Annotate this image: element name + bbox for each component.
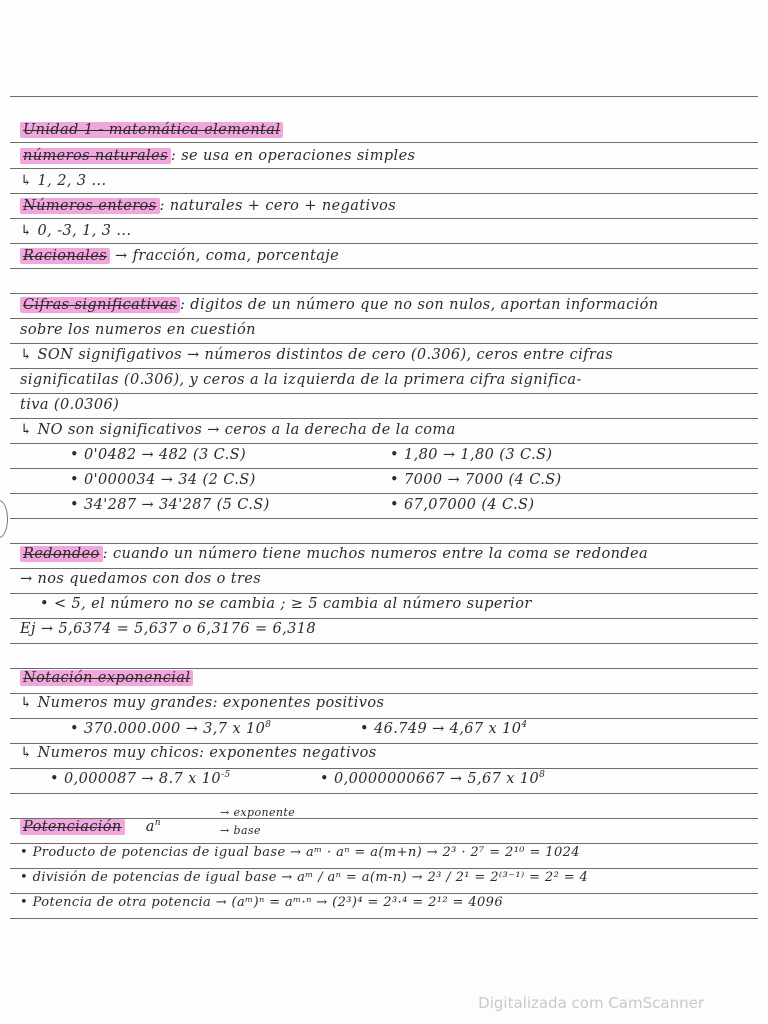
cifras-def: : digitos de un número que no son nulos, aportan información [179, 297, 659, 313]
cifras-example-row-3 [70, 497, 738, 513]
redondeo-term: Redondeo [20, 546, 103, 562]
cifras-si-2: significatilas (0.306), y ceros a la izquierda de la primera cifra significa- [20, 372, 582, 388]
enteros-def: : naturales + cero + negativos [159, 198, 397, 214]
notacion-big: ↳ Numeros muy grandes: exponentes positivos [20, 695, 385, 711]
ruled-line [10, 893, 758, 894]
ruled-line [10, 368, 758, 369]
ruled-line [10, 193, 758, 194]
notacion-term: Notación exponencial [20, 670, 193, 686]
notacion-line [20, 670, 738, 686]
unit-title-line [20, 122, 738, 138]
cifras-example-right: • 67,07000 (4 C.S) [390, 497, 535, 513]
potencia-rule-3: • Potencia de otra potencia → (aᵐ)ⁿ = aᵐ·ⁿ → (2³)⁴ = 2³·⁴ = 2¹² = 4096 [20, 895, 504, 910]
potencia-term: Potenciación [20, 819, 125, 835]
notacion-small-left: • 0,000087 → 8.7 x $10^{-5}$ [50, 770, 231, 787]
naturales-def: : se usa en operaciones simples [170, 148, 416, 164]
potencia-notation: $a^n$ [145, 818, 161, 835]
notacion-big-examples [70, 720, 738, 737]
cifras-example-left: • 34'287 → 34'287 (5 C.S) [70, 497, 270, 513]
ruled-line [10, 643, 758, 644]
punch-hole [0, 500, 8, 538]
camscanner-watermark: Digitalizada com CamScanner [478, 994, 704, 1012]
ruled-line [10, 918, 758, 919]
notacion-big-left: • 370.000.000 → 3,7 x $10^8$ [70, 720, 272, 737]
cifras-si-3: tiva (0.0306) [20, 397, 120, 413]
potencia-label-base: → base [220, 824, 261, 837]
ruled-line [10, 443, 758, 444]
cifras-example-row-2 [70, 472, 738, 488]
racionales-line [20, 248, 738, 264]
ruled-line [10, 668, 758, 669]
potencia-rule-2: • división de potencias de igual base → aᵐ / aⁿ = a(m-n) → 2³ / 2¹ = 2⁽³⁻¹⁾ = 2² = 4 [20, 870, 589, 885]
redondeo-example: Ej → 5,6374 = 5,637 o 6,3176 = 6,318 [20, 621, 317, 637]
racionales-def: → fracción, coma, porcentaje [115, 248, 340, 264]
ruled-line [10, 243, 758, 244]
ruled-line [10, 318, 758, 319]
ruled-line [10, 218, 758, 219]
notacion-small: ↳ Numeros muy chicos: exponentes negativos [20, 745, 377, 761]
ruled-line [10, 268, 758, 269]
naturales-example: ↳ 1, 2, 3 ... [20, 173, 107, 189]
unit-title: Unidad 1 - matemática elemental [20, 122, 283, 138]
notacion-small-right: • 0,0000000667 → 5,67 x $10^8$ [320, 770, 546, 787]
ruled-line [10, 743, 758, 744]
ruled-line [10, 142, 758, 143]
enteros-example: ↳ 0, -3, 1, 3 ... [20, 223, 132, 239]
ruled-line [10, 168, 758, 169]
ruled-line [10, 868, 758, 869]
ruled-line [10, 518, 758, 519]
enteros-line [20, 198, 738, 214]
ruled-line [10, 96, 758, 97]
potencia-label-exponente: → exponente [220, 806, 296, 819]
ruled-line [10, 418, 758, 419]
cifras-example-right: • 1,80 → 1,80 (3 C.S) [390, 447, 553, 463]
cifras-example-right: • 7000 → 7000 (4 C.S) [390, 472, 562, 488]
ruled-line [10, 568, 758, 569]
ruled-line [10, 493, 758, 494]
ruled-line [10, 793, 758, 794]
notacion-small-examples [50, 770, 738, 787]
ruled-line [10, 843, 758, 844]
potencia-rule-1: • Producto de potencias de igual base → aᵐ · aⁿ = a(m+n) → 2³ · 2⁷ = 2¹⁰ = 1024 [20, 845, 580, 860]
cifras-def-cont: sobre los numeros en cuestión [20, 322, 256, 338]
naturales-term: números naturales [20, 148, 171, 164]
ruled-line [10, 543, 758, 544]
ruled-line [10, 718, 758, 719]
notacion-big-right: • 46.749 → 4,67 x $10^4$ [360, 720, 528, 737]
redondeo-def-cont: → nos quedamos con dos o tres [20, 571, 262, 587]
cifras-line [20, 297, 738, 313]
redondeo-def: : cuando un número tiene muchos numeros entre la coma se redondea [102, 546, 649, 562]
ruled-line [10, 768, 758, 769]
cifras-example-left: • 0'000034 → 34 (2 C.S) [70, 472, 256, 488]
cifras-si-1: ↳ SON signifigativos → números distintos de cero (0.306), ceros entre cifras [20, 347, 614, 363]
racionales-term: Racionales [20, 248, 110, 264]
ruled-line [10, 593, 758, 594]
cifras-term: Cifras significativas [20, 297, 180, 313]
cifras-example-left: • 0'0482 → 482 (3 C.S) [70, 447, 246, 463]
potencia-line [20, 806, 738, 837]
cifras-no: ↳ NO son significativos → ceros a la derecha de la coma [20, 422, 456, 438]
cifras-example-row-1 [70, 447, 738, 463]
redondeo-rule: • < 5, el número no se cambia ; ≥ 5 cambia al número superior [40, 596, 532, 612]
ruled-line [10, 693, 758, 694]
naturales-line [20, 148, 738, 164]
ruled-line [10, 468, 758, 469]
redondeo-line [20, 546, 738, 562]
ruled-line [10, 393, 758, 394]
ruled-line [10, 618, 758, 619]
ruled-line [10, 343, 758, 344]
enteros-term: Números enteros [20, 198, 160, 214]
ruled-line [10, 293, 758, 294]
